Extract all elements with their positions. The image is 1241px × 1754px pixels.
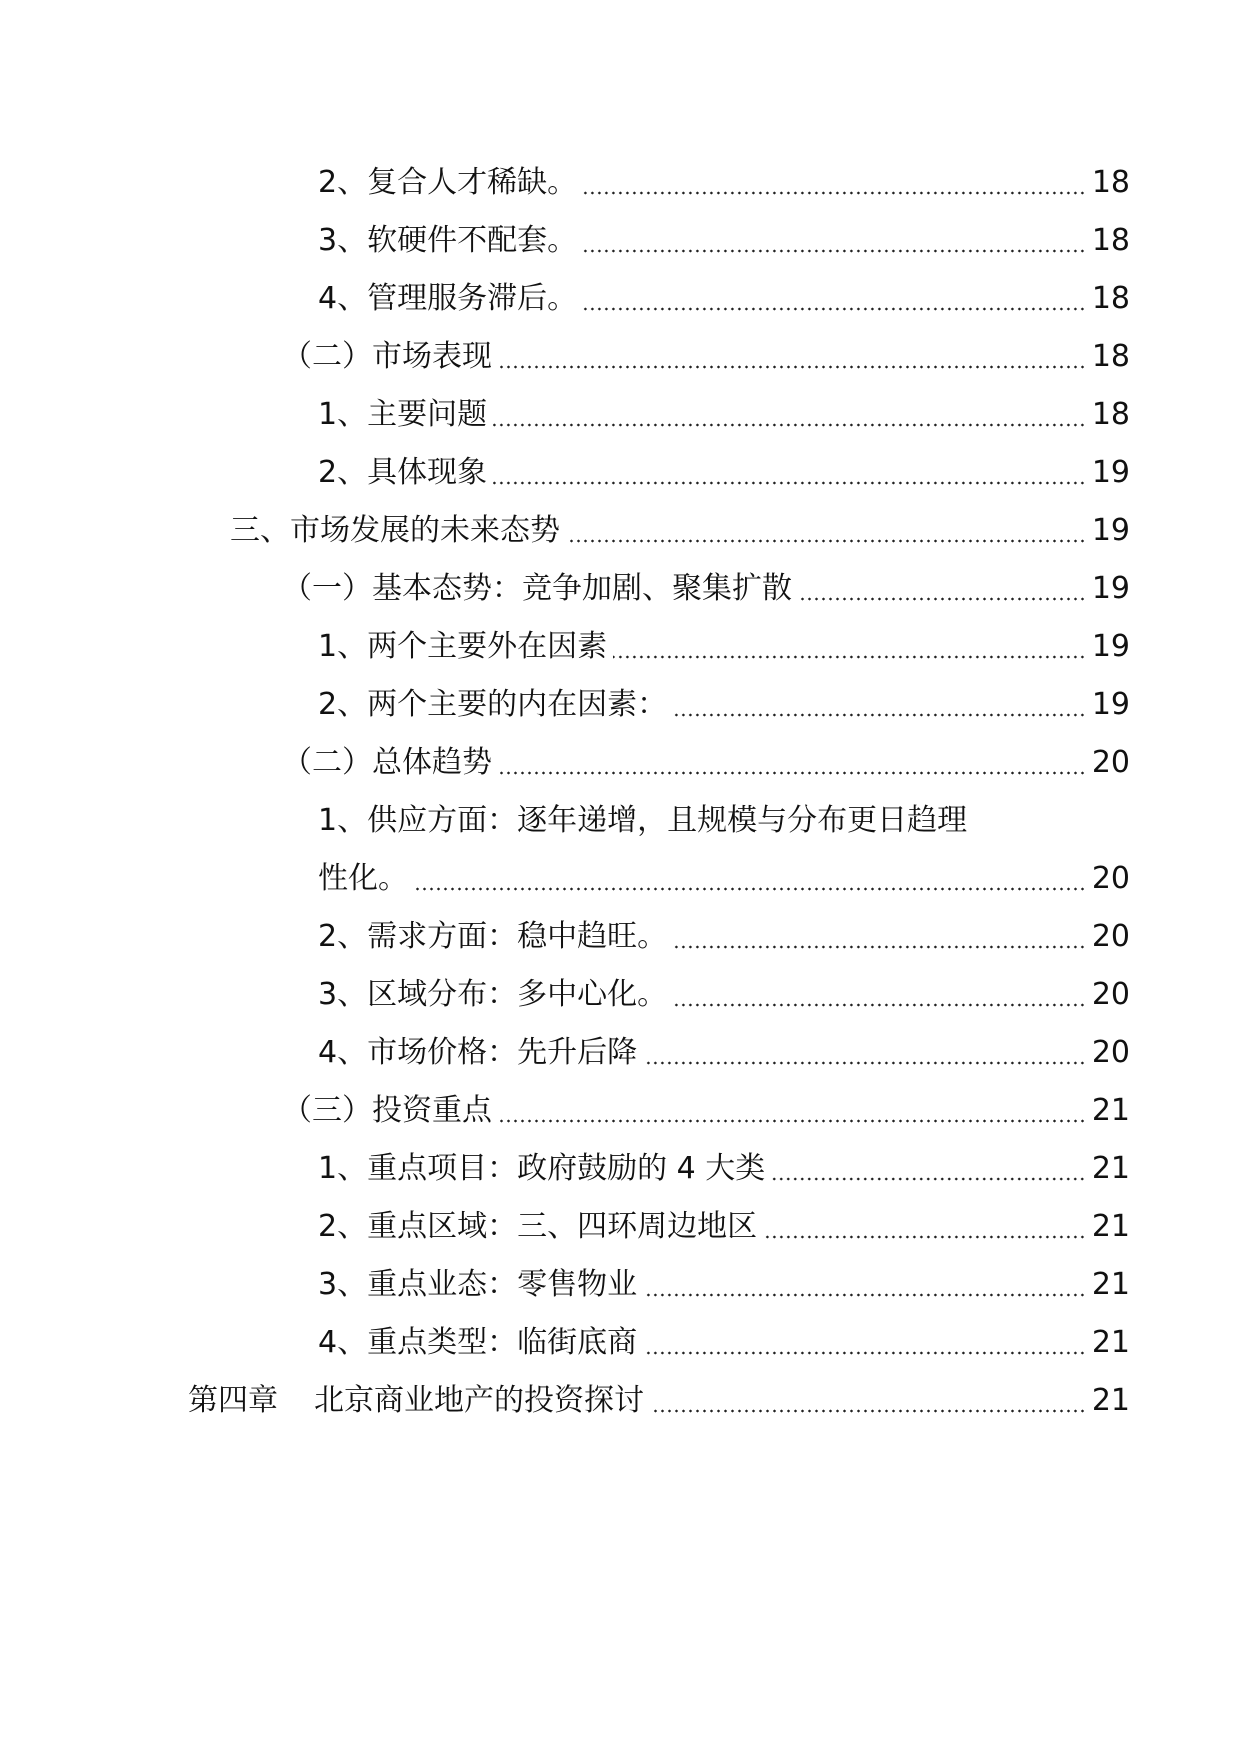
toc-entry[interactable]	[0, 328, 1241, 386]
toc-page-number: 20	[1091, 919, 1130, 954]
dot-leader	[643, 1061, 1086, 1065]
toc-page-number: 19	[1091, 629, 1130, 664]
toc-entry-title: 2、复合人才稀缺。	[318, 165, 578, 200]
toc-entry-title: 2、需求方面：稳中趋旺。	[318, 919, 668, 954]
toc-entry[interactable]	[0, 734, 1241, 792]
toc-entry-title: 北京商业地产的投资探讨	[314, 1383, 644, 1418]
dot-leader	[583, 249, 1086, 253]
dot-leader	[583, 191, 1086, 195]
toc-entry-title: 三、市场发展的未来态势	[230, 513, 560, 548]
toc-chapter-label: 第四章	[188, 1383, 278, 1418]
dot-leader	[673, 1003, 1086, 1007]
toc-entry-title: 3、重点业态：零售物业	[318, 1267, 638, 1302]
toc-entry-title: 4、重点类型：临街底商	[318, 1325, 638, 1360]
toc-entry[interactable]	[0, 212, 1241, 270]
dot-leader	[798, 597, 1086, 601]
toc-page-number: 20	[1091, 977, 1130, 1012]
toc-entry[interactable]	[0, 502, 1241, 560]
toc-entry-title: 3、区域分布：多中心化。	[318, 977, 668, 1012]
toc-entry[interactable]	[0, 908, 1241, 966]
toc-page-number: 18	[1091, 281, 1130, 316]
dot-leader	[498, 771, 1086, 775]
toc-page-number: 18	[1091, 397, 1130, 432]
toc-entry-wrapped-line1[interactable]	[0, 792, 1241, 850]
toc-page-number: 21	[1091, 1093, 1130, 1128]
dot-leader	[414, 887, 1086, 891]
dot-leader	[643, 1293, 1086, 1297]
toc-page-number: 18	[1091, 223, 1130, 258]
toc-page-number: 19	[1091, 513, 1130, 548]
dot-leader	[643, 1351, 1086, 1355]
dot-leader	[566, 539, 1086, 543]
toc-page-number: 21	[1091, 1151, 1130, 1186]
dot-leader	[583, 307, 1086, 311]
toc-entry[interactable]	[0, 1256, 1241, 1314]
dot-leader	[673, 713, 1086, 717]
dot-leader	[650, 1409, 1086, 1413]
toc-entry-title: 2、重点区域：三、四环周边地区	[318, 1209, 758, 1244]
toc-entry-title: 1、供应方面：逐年递增，且规模与分布更日趋理	[318, 803, 968, 838]
dot-leader	[493, 481, 1086, 485]
dot-leader	[771, 1177, 1086, 1181]
toc-entry-title: （二）市场表现	[282, 339, 492, 374]
toc-entry[interactable]	[0, 1024, 1241, 1082]
dot-leader	[498, 365, 1086, 369]
toc-page-number: 19	[1091, 455, 1130, 490]
dot-leader	[498, 1119, 1086, 1123]
toc-entry[interactable]	[0, 676, 1241, 734]
toc-page-number: 19	[1091, 687, 1130, 722]
dot-leader	[493, 423, 1086, 427]
toc-entry-title: （一）基本态势：竞争加剧、聚集扩散	[282, 571, 792, 606]
toc-page-number: 20	[1091, 861, 1130, 896]
toc-page-number: 20	[1091, 1035, 1130, 1070]
toc-entry[interactable]	[0, 154, 1241, 212]
toc-page-number: 20	[1091, 745, 1130, 780]
toc-entry-title: （三）投资重点	[282, 1093, 492, 1128]
table-of-contents	[0, 154, 1241, 1430]
toc-entry[interactable]	[0, 444, 1241, 502]
toc-page-number: 19	[1091, 571, 1130, 606]
toc-entry-title: 3、软硬件不配套。	[318, 223, 578, 258]
toc-entry-title: 1、重点项目：政府鼓励的 4 大类	[318, 1151, 766, 1186]
toc-entry[interactable]	[0, 966, 1241, 1024]
dot-leader	[613, 655, 1086, 659]
toc-entry-title: 2、两个主要的内在因素：	[318, 687, 668, 722]
toc-entry-title: 4、市场价格：先升后降	[318, 1035, 638, 1070]
dot-leader	[673, 945, 1086, 949]
toc-entry[interactable]	[0, 1198, 1241, 1256]
toc-chapter-entry[interactable]	[0, 1372, 1241, 1430]
toc-entry[interactable]	[0, 1140, 1241, 1198]
toc-entry[interactable]	[0, 1314, 1241, 1372]
toc-entry[interactable]	[0, 270, 1241, 328]
toc-page-number: 18	[1091, 339, 1130, 374]
toc-entry-title: 1、两个主要外在因素	[318, 629, 608, 664]
toc-page-number: 21	[1091, 1209, 1130, 1244]
dot-leader	[763, 1235, 1086, 1239]
toc-entry-title: 1、主要问题	[318, 397, 488, 432]
toc-entry-title: （二）总体趋势	[282, 745, 492, 780]
toc-entry[interactable]	[0, 1082, 1241, 1140]
toc-page-number: 21	[1091, 1267, 1130, 1302]
toc-page-number: 18	[1091, 165, 1130, 200]
toc-entry-title: 4、管理服务滞后。	[318, 281, 578, 316]
toc-entry[interactable]	[0, 386, 1241, 444]
toc-entry-title-continued: 性化。	[318, 861, 408, 896]
toc-entry-wrapped-line2[interactable]	[0, 850, 1241, 908]
toc-entry-title: 2、具体现象	[318, 455, 488, 490]
toc-entry[interactable]	[0, 618, 1241, 676]
toc-entry[interactable]	[0, 560, 1241, 618]
toc-page-number: 21	[1091, 1325, 1130, 1360]
toc-page-number: 21	[1091, 1383, 1130, 1418]
